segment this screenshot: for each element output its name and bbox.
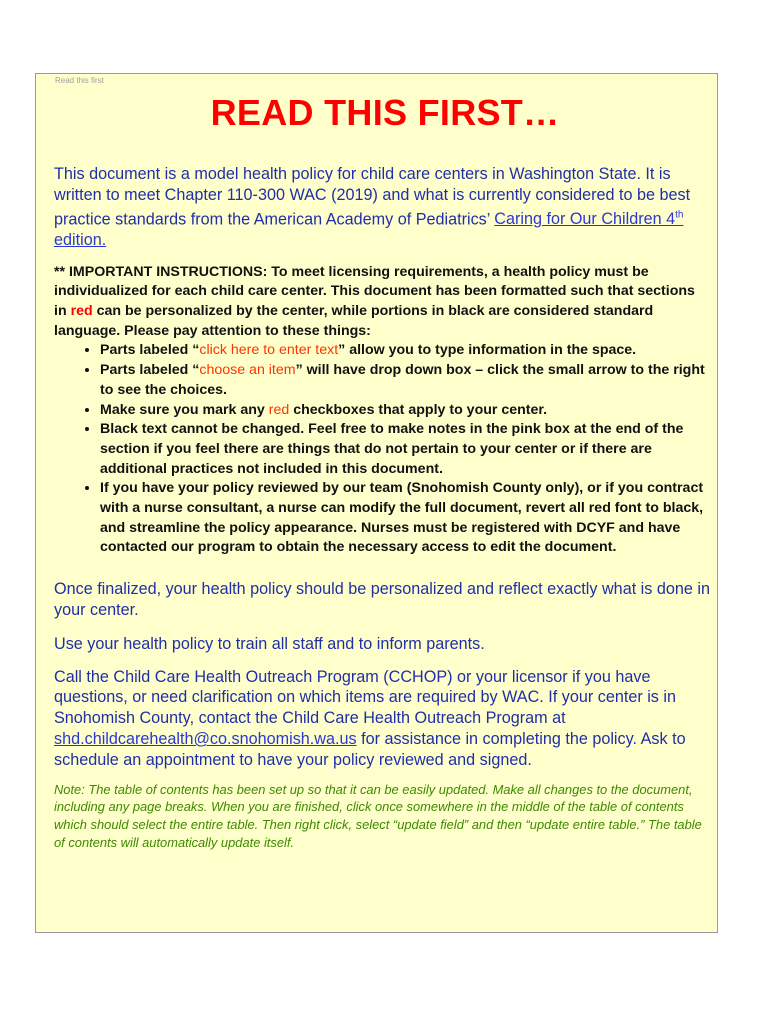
email-link[interactable]: shd.childcarehealth@co.snohomish.wa.us <box>54 729 357 748</box>
intro-text: This document is a model health policy for child care centers in Washington State. It is written to meet Chapter 110-300 WAC (2019) and what is currently considered to be best practice standards from the American Academy of Pediatrics’ <box>54 165 691 228</box>
notice-content <box>54 164 710 852</box>
page-title: READ THIS FIRST… <box>210 92 560 133</box>
list-item: • Parts labeled “choose an item” will have drop down box – click the small arrow to the right to see the choices. <box>100 361 710 400</box>
important-instructions <box>54 263 710 559</box>
list-item: • Parts labeled “click here to enter text” allow you to type information in the space. <box>100 341 710 361</box>
train-paragraph: Use your health policy to train all staff and to inform parents. <box>54 634 485 653</box>
list-item: • Make sure you mark any red checkboxes that apply to your center. <box>100 401 710 421</box>
instructions-list <box>54 341 710 558</box>
list-item: • Black text cannot be changed. Feel free to make notes in the pink box at the end of the section if you feel there are things that do not pertain to your center or if there are additional practices not included in this document. <box>100 420 710 479</box>
finalized-paragraph: Once finalized, your health policy should be personalized and reflect exactly what is done in your center. <box>54 580 710 619</box>
header-label: Read this first <box>55 76 104 85</box>
contact-paragraph: Call the Child Care Health Outreach Program (CCHOP) or your licensor if you have questions, or need clarification on which items are required by WAC. If your center is in Snohomish County, contact the Child Care Health Outreach Program at shd.childcarehealth@co.snohomish.wa.us for assistance in completing the policy. Ask to schedule an appointment to have your policy reviewed and signed. <box>54 667 686 769</box>
caring-for-our-children-link[interactable]: Caring for Our Children 4th edition. <box>54 209 684 249</box>
instructions-lead: ** IMPORTANT INSTRUCTIONS: To meet licensing requirements, a health policy must be individualized for each child care center. This document has been formatted such that sections in red can be personalized by the center, while portions in black are considered standard language. Please pay attention to these things: <box>54 263 695 339</box>
list-item: • If you have your policy reviewed by our team (Snohomish County only), or if you contract with a nurse consultant, a nurse can modify the full document, revert all red font to black, and streamline the policy appearance. Nurses must be registered with DCYF and have contacted our program to obtain the necessary access to edit the document. <box>100 479 710 558</box>
toc-note: Note: The table of contents has been set up so that it can be easily updated. Make all changes to the document, including any page breaks. When you are finished, click once somewhere in the middle of the table of contents which should select the entire table. Then right click, select “update field” and then “update entire table.” The table of contents will automatically update itself. <box>54 781 702 850</box>
intro-paragraph <box>54 164 710 251</box>
